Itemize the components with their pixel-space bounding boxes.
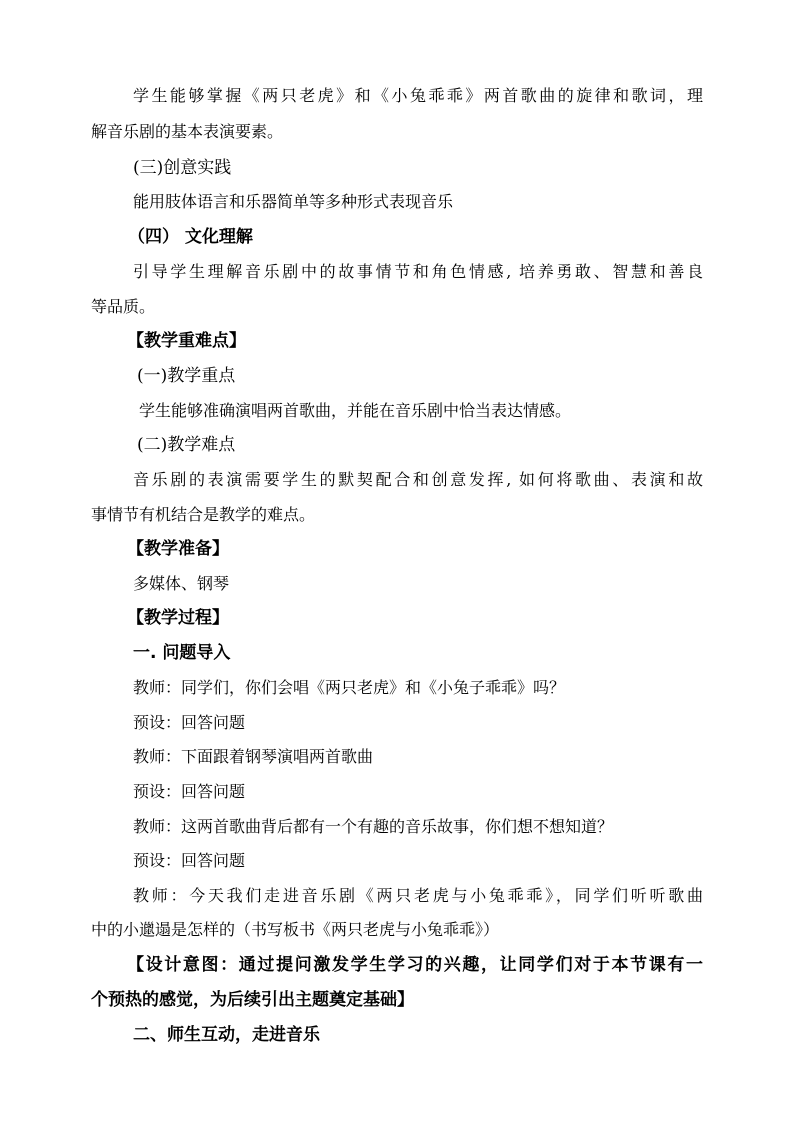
paragraph-line: 解音乐剧的基本表演要素。 <box>91 122 284 141</box>
dialog-line: 预设：回答问题 <box>133 851 246 870</box>
paragraph-line: 学生能够准确演唱两首歌曲，并能在音乐剧中恰当表达情感。 <box>139 401 572 420</box>
section-heading: 【教学重难点】 <box>127 331 246 351</box>
design-intent-line: 个预热的感觉，为后续引出主题奠定基础】 <box>91 990 414 1010</box>
dialog-line: 预设：回答问题 <box>133 713 246 732</box>
paragraph-line: 等品质。 <box>91 297 156 316</box>
paragraph-line: 能用肢体语言和乐器简单等多种形式表现音乐 <box>133 192 454 211</box>
paragraph-line: 多媒体、钢琴 <box>133 574 230 593</box>
section-heading: 【教学过程】 <box>127 608 229 628</box>
paragraph-line: 音乐剧的表演需要学生的默契配合和创意发挥, 如何将歌曲、表演和故 <box>133 470 703 489</box>
dialog-line: 教师：这两首歌曲背后都有一个有趣的音乐故事，你们想不想知道？ <box>133 817 614 836</box>
dialog-line: 教师：同学们，你们会唱《两只老虎》和《小兔子乖乖》吗？ <box>133 678 566 697</box>
paragraph-line: 事情节有机结合是教学的难点。 <box>91 505 316 524</box>
design-intent-line: 【设计意图：通过提问激发学生学习的兴趣，让同学们对于本节课有一 <box>127 955 703 975</box>
section-heading: （四） 文化理解 <box>128 227 253 247</box>
section-heading: (二)教学难点 <box>137 435 236 455</box>
section-heading: 【教学准备】 <box>127 539 229 559</box>
paragraph-line: 引导学生理解音乐剧中的故事情节和角色情感, 培养勇敢、智慧和善良 <box>133 262 703 281</box>
dialog-line: 预设：回答问题 <box>133 782 246 801</box>
dialog-line: 教师：今天我们走进音乐剧《两只老虎与小兔乖乖》，同学们听听歌曲 <box>133 886 703 905</box>
paragraph-line: 学生能够掌握《两只老虎》和《小兔乖乖》两首歌曲的旋律和歌词，理 <box>133 86 703 105</box>
section-heading: 一. 问题导入 <box>133 643 231 663</box>
dialog-line: 中的小邋遢是怎样的（书写板书《两只老虎与小兔乖乖》） <box>91 920 500 939</box>
section-heading: 二、师生互动，走进音乐 <box>133 1025 320 1045</box>
section-heading: (一)教学重点 <box>137 366 236 386</box>
section-heading: (三)创意实践 <box>133 158 232 178</box>
dialog-line: 教师：下面跟着钢琴演唱两首歌曲 <box>133 747 374 766</box>
